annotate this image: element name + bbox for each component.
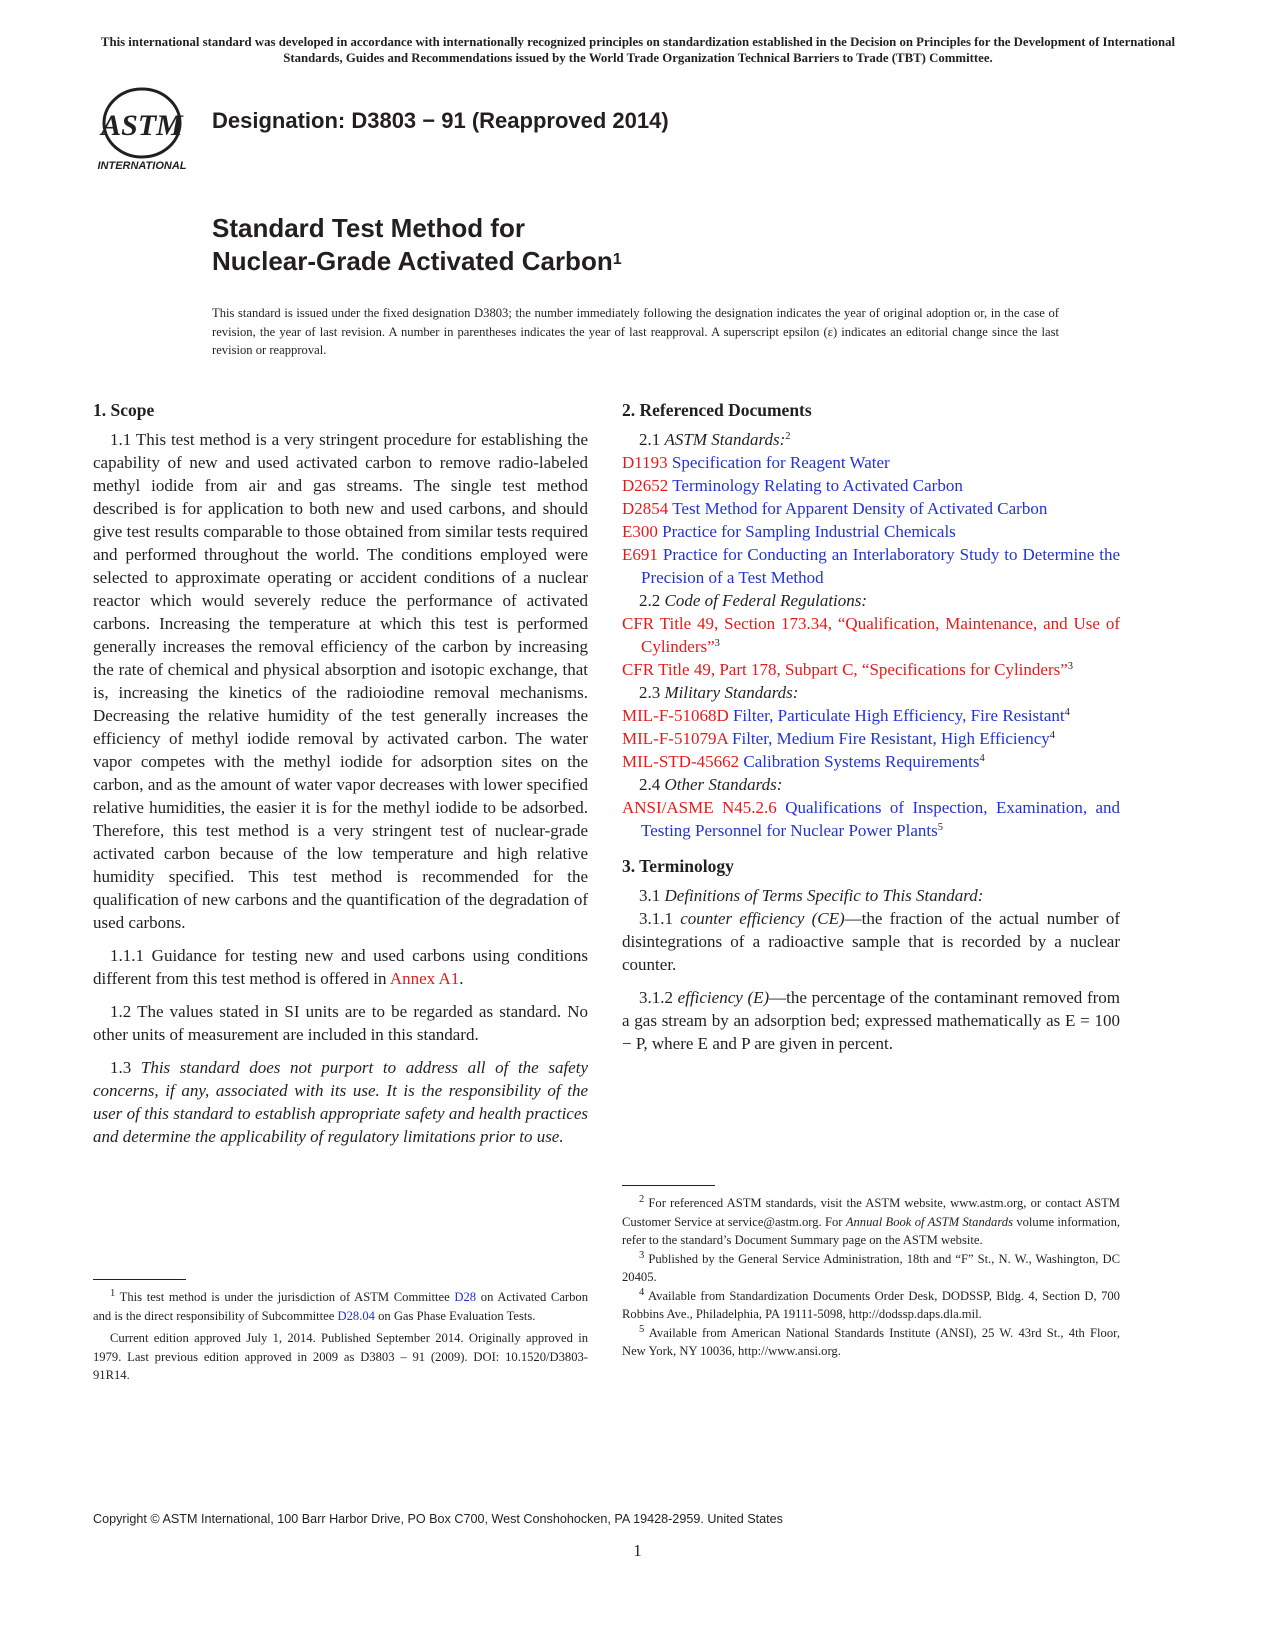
title-footnote-mark: 1 [612, 251, 622, 268]
ref-cfr-173-34[interactable]: CFR Title 49, Section 173.34, “Qualification, Maintenance, and Use of Cylinders”$^3$ [622, 614, 1120, 656]
annex-a1-link[interactable]: Annex A1 [389, 969, 460, 988]
footnote-divider [93, 1279, 186, 1280]
para-1-2: 1.2 The values stated in SI units are to be regarded as standard. No other units of measurement are included in this standard. [93, 1002, 588, 1044]
ref-ansi-asme[interactable]: ANSI/ASME N45.2.6 Qualifications of Inspection, Examination, and Testing Personnel for Nuclear Power Plants$^5$ [622, 798, 1121, 840]
section-2-1: 2.1 ASTM Standards:$^2$ [639, 430, 791, 449]
copyright: Copyright © ASTM International, 100 Barr Harbor Drive, PO Box C700, West Conshohocken, PA 19428-2959. United States [93, 1512, 783, 1526]
section-2-4: 2.4 Other Standards: [639, 775, 783, 794]
para-1-1: 1.1 This test method is a very stringent procedure for establishing the capability of new and used activated carbon to remove radio-labeled methyl iodide from air and gas streams. The single test method described is for application to both new and used carbons, and should give test results comparable to those obtained from similar tests required and performed throughout the world. The conditions employed were selected to approximate operating or accident conditions of a nuclear reactor which would severely reduce the performance of activated carbons. Increasing the temperature at which this test is performed generally increases the removal efficiency of the carbon by increasing the rate of chemical and physical absorption and isotopic exchange, that is, increasing the kinetics of the radioiodine removal mechanisms. Decreasing the relative humidity of the test generally increases the efficiency of methyl iodide removal by activated carbon. The water vapor competes with the methyl iodide for adsorption sites on the carbon, and as the amount of water vapor decreases with lower specified relative humidities, the easier it is for the methyl iodide to be adsorbed. Therefore, this test method is a very stringent test of nuclear-grade activated carbon because of the low temperature and high relative humidity specified. This test method is recommended for the qualification of new carbons and the quantification of the degradation of used carbons. [93, 430, 588, 932]
footnote-5: $^5$ Available from American National Standards Institute (ANSI), 25 W. 43rd St., 4th Floor, New York, NY 10036, http://www.ansi.org. [622, 1323, 1120, 1358]
ref-d2854[interactable]: D2854 Test Method for Apparent Density of Activated Carbon [622, 499, 1048, 518]
para-1-3: 1.3 This standard does not purport to address all of the safety concerns, if any, associated with its use. It is the responsibility of the user of this standard to establish appropriate safety and health practices and determine the applicability of regulatory limitations prior to use. [93, 1058, 588, 1146]
terminology-heading: 3. Terminology [622, 856, 734, 876]
footnote-3: $^3$ Published by the General Service Administration, 18th and “F” St., N. W., Washington, DC 20405. [622, 1249, 1121, 1284]
page-number: 1 [633, 1541, 642, 1560]
document-title [212, 212, 622, 278]
ref-d2652[interactable]: D2652 Terminology Relating to Activated Carbon [622, 476, 963, 495]
svg-text:ASTM: ASTM [101, 109, 183, 142]
footnote-divider [622, 1185, 715, 1186]
definition-counter-efficiency: 3.1.1 counter efficiency (CE)—the fraction of the actual number of disintegrations of a radioactive sample that is recorded by a nuclear counter. [622, 909, 1120, 974]
ref-e300[interactable]: E300 Practice for Sampling Industrial Chemicals [622, 522, 956, 541]
designation: Designation: D3803 − 91 (Reapproved 2014) [212, 108, 669, 133]
issued-note: This standard is issued under the fixed designation D3803; the number immediately following the designation indicates the year of original adoption or, in the case of revision, the year of last revision. A number in parentheses indicates the year of last reapproval. A superscript epsilon (ε) indicates an editorial change since the last revision or reapproval. [212, 306, 1059, 357]
title-line-1: Standard Test Method for [212, 213, 525, 243]
d28-link[interactable]: D28 [454, 1290, 477, 1304]
para-1-1-1: 1.1.1 Guidance for testing new and used carbons using conditions different from this test method is offered in Annex A1. [93, 946, 588, 988]
scope-heading: 1. Scope [93, 400, 155, 420]
ref-mil-f-51079a[interactable]: MIL-F-51079A Filter, Medium Fire Resistant, High Efficiency$^4$ [622, 729, 1055, 748]
section-3-1: 3.1 Definitions of Terms Specific to This Standard: [639, 886, 984, 905]
definition-efficiency: 3.1.2 efficiency (E)—the percentage of the contaminant removed from a gas stream by an adsorption bed; expressed mathematically as E = 100 − P, where E and P are given in percent. [622, 988, 1121, 1053]
footnotes-left [93, 1279, 588, 1385]
left-column [93, 400, 588, 1158]
ref-e691[interactable]: E691 Practice for Conducting an Interlaboratory Study to Determine the Precision of a Test Method [622, 545, 1120, 587]
ref-cfr-178[interactable]: CFR Title 49, Part 178, Subpart C, “Specifications for Cylinders”$^3$ [622, 660, 1074, 679]
edition-note: Current edition approved July 1, 2014. Published September 2014. Originally approved in 1979. Last previous edition approved in 2009 as D3803 – 91 (2009). DOI: 10.1520/D3803-91R14. [93, 1331, 588, 1382]
wto-notice: This international standard was developed in accordance with internationally recognized principles on standardization established in the Decision on Principles for the Development of International Standards, Guides and Recommendations issued by the World Trade Organization Technical Barriers to Trade (TBT) Committee. [100, 35, 1176, 65]
refdocs-heading: 2. Referenced Documents [622, 400, 812, 420]
section-2-2: 2.2 Code of Federal Regulations: [639, 591, 868, 610]
footnote-2: $^2$ For referenced ASTM standards, visit the ASTM website, www.astm.org, or contact ASTM Customer Service at service@astm.org. For Annual Book of ASTM Standards volume information, refer to the standard’s Document Summary page on the ASTM website. [622, 1194, 1121, 1247]
ref-mil-std-45662[interactable]: MIL-STD-45662 Calibration Systems Requirements$^4$ [622, 752, 985, 771]
right-column [622, 400, 1120, 1065]
footnotes-right [622, 1185, 1120, 1361]
footnote-4: $^4$ Available from Standardization Documents Order Desk, DODSSP, Bldg. 4, Section D, 700 Robbins Ave., Philadelphia, PA 19111-5098, http://dodssp.daps.dla.mil. [622, 1286, 1120, 1321]
ref-d1193[interactable]: D1193 Specification for Reagent Water [622, 453, 890, 472]
astm-logo [92, 85, 194, 173]
title-line-2: Nuclear-Grade Activated Carbon [212, 246, 613, 276]
footnote-1: $^1$ This test method is under the jurisdiction of ASTM Committee D28 on Activated Carbon and is the direct responsibility of Subcommittee D28.04 on Gas Phase Evaluation Tests. [93, 1288, 588, 1323]
d28-04-link[interactable]: D28.04 [337, 1308, 375, 1323]
svg-text:INTERNATIONAL: INTERNATIONAL [97, 160, 187, 172]
section-2-3: 2.3 Military Standards: [639, 683, 799, 702]
ref-mil-f-51068d[interactable]: MIL-F-51068D Filter, Particulate High Efficiency, Fire Resistant$^4$ [622, 706, 1070, 725]
